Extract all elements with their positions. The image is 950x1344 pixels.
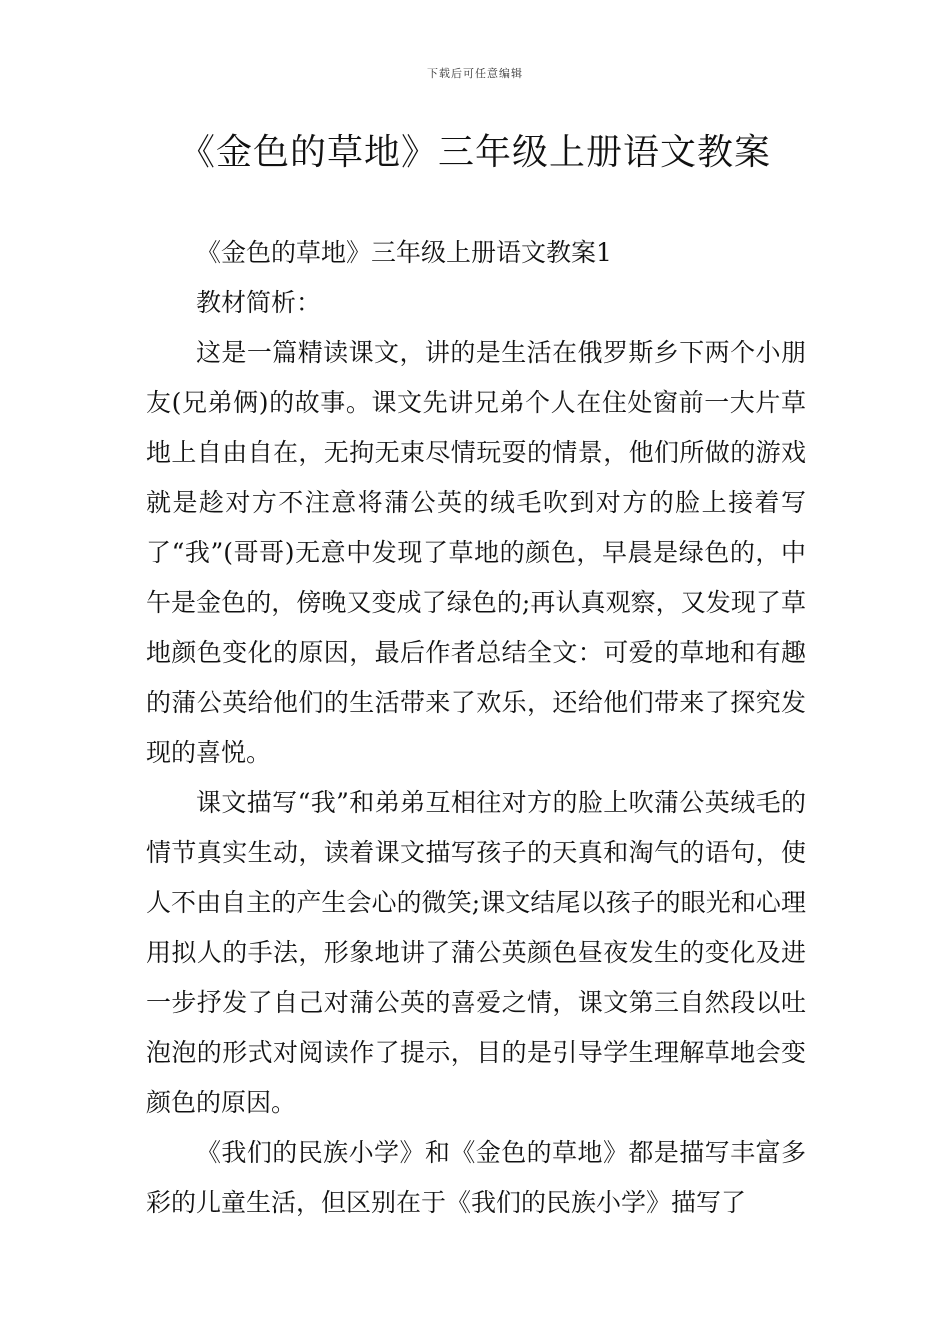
document-title: 《金色的草地》三年级上册语文教案	[178, 132, 771, 173]
lesson-heading: 《金色的草地》三年级上册语文教案1	[196, 238, 612, 267]
paragraph-story-summary: 这是一篇精读课文，讲的是生活在俄罗斯乡下两个小朋友(兄弟俩)的故事。课文先讲兄弟个人在住处窗前一大片草地上自由自在，无拘无束尽情玩耍的情景，他们所做的游戏就是趁对方不注意将蒲公英的绒毛吹到对方的脸上接着写了“我”(哥哥)无意中发现了草地的颜色，早晨是绿色的，中午是金色的，傍晚又变成了绿色的;再认真观察，又发现了草地颜色变化的原因，最后作者总结全文：可爱的草地和有趣的蒲公英给他们的生活带来了欢乐，还给他们带来了探究发现的喜悦。	[146, 338, 806, 767]
paragraph-comparison: 《我们的民族小学》和《金色的草地》都是描写丰富多彩的儿童生活，但区别在于《我们的民族小学》描写了	[146, 1138, 806, 1217]
paragraph-plot-description: 课文描写“我”和弟弟互相往对方的脸上吹蒲公英绒毛的情节真实生动，读着课文描写孩子的天真和淘气的语句，使人不由自主的产生会心的微笑;课文结尾以孩子的眼光和心理用拟人的手法，形象地讲了蒲公英颜色昼夜发生的变化及进一步抒发了自己对蒲公英的喜爱之情，课文第三自然段以吐泡泡的形式对阅读作了提示，目的是引导学生理解草地会变颜色的原因。	[146, 788, 806, 1117]
document-body	[146, 228, 806, 1228]
section-heading-textbook-analysis: 教材简析：	[196, 288, 322, 317]
header-note: 下载后可任意编辑	[427, 67, 523, 80]
